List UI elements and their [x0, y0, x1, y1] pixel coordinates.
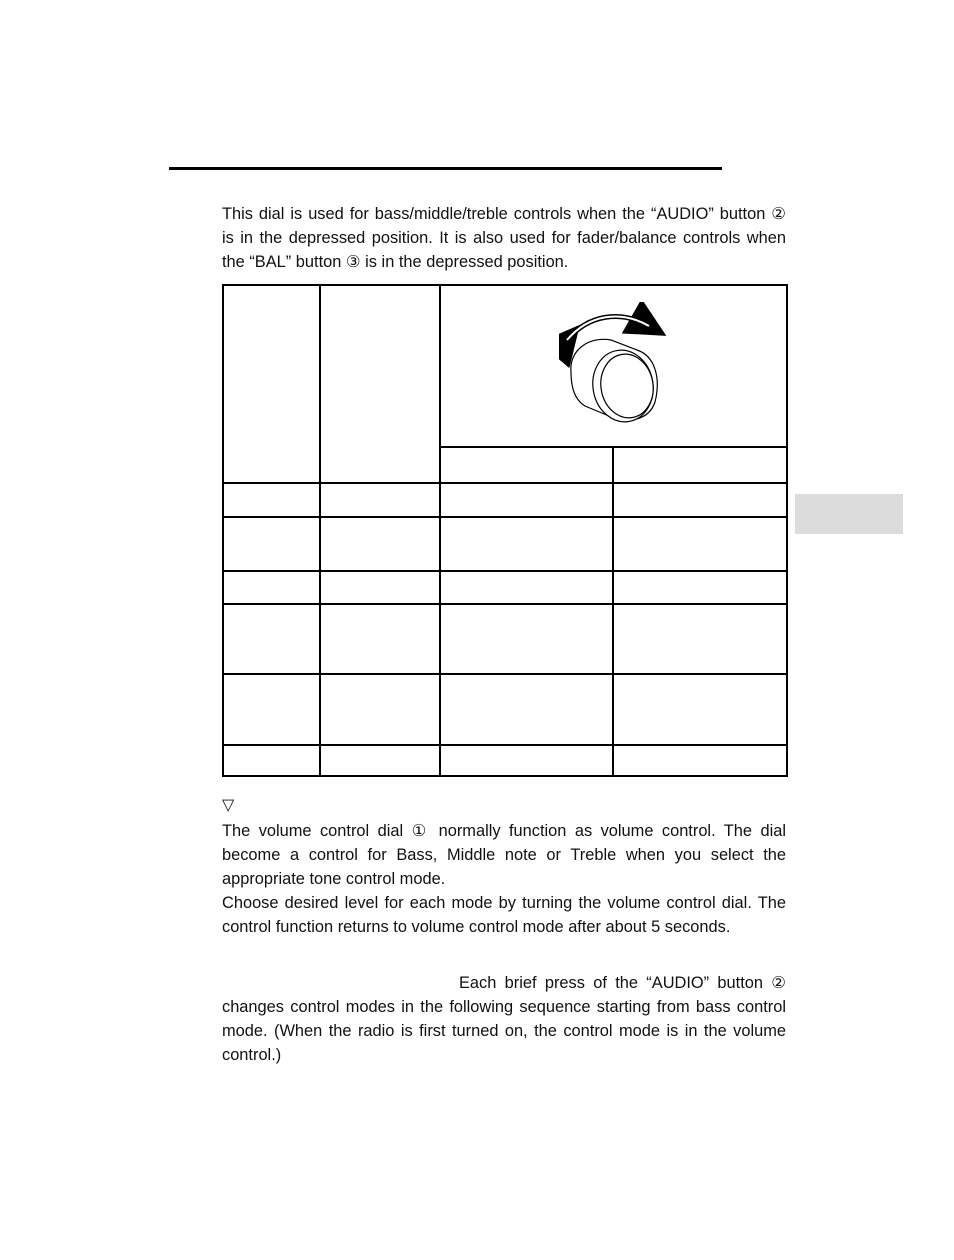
table-row-divider-4	[224, 603, 788, 605]
note-paragraph-1: The volume control dial ① normally function as volume control. The dial become a control for Bass, Middle note or Treble when you select the appropriate tone control mode.	[222, 822, 786, 888]
table-row-divider-6	[224, 744, 788, 746]
table-col-divider-1	[319, 286, 321, 775]
table-header-divider	[439, 446, 788, 448]
rotary-dial-icon	[559, 302, 669, 424]
table-row-divider-2	[224, 516, 788, 518]
section-header-rule	[169, 167, 722, 170]
table-col-divider-3	[612, 446, 614, 775]
table-row-divider-1	[224, 482, 788, 484]
control-table	[222, 284, 788, 777]
note-paragraph-3	[222, 971, 786, 1067]
note-symbol: ▽	[222, 797, 235, 814]
note-paragraph-2: Choose desired level for each mode by turning the volume control dial. The control function returns to volume control mode after about 5 seconds.	[222, 894, 786, 936]
note-paragraph-3-text: Each brief press of the “AUDIO” button ② changes control modes in the following sequence starting from bass control mode. (When the radio is first turned on, the control mode is in the volume control.)	[222, 974, 786, 1064]
table-row-divider-5	[224, 673, 788, 675]
table-row-divider-3	[224, 570, 788, 572]
chapter-side-tab	[795, 494, 903, 534]
table-col-divider-2	[439, 286, 441, 775]
intro-paragraph: This dial is used for bass/middle/treble controls when the “AUDIO” button ② is in the depressed position. It is also used for fader/balance controls when the “BAL” button ③ is in the depressed position.	[222, 205, 786, 271]
